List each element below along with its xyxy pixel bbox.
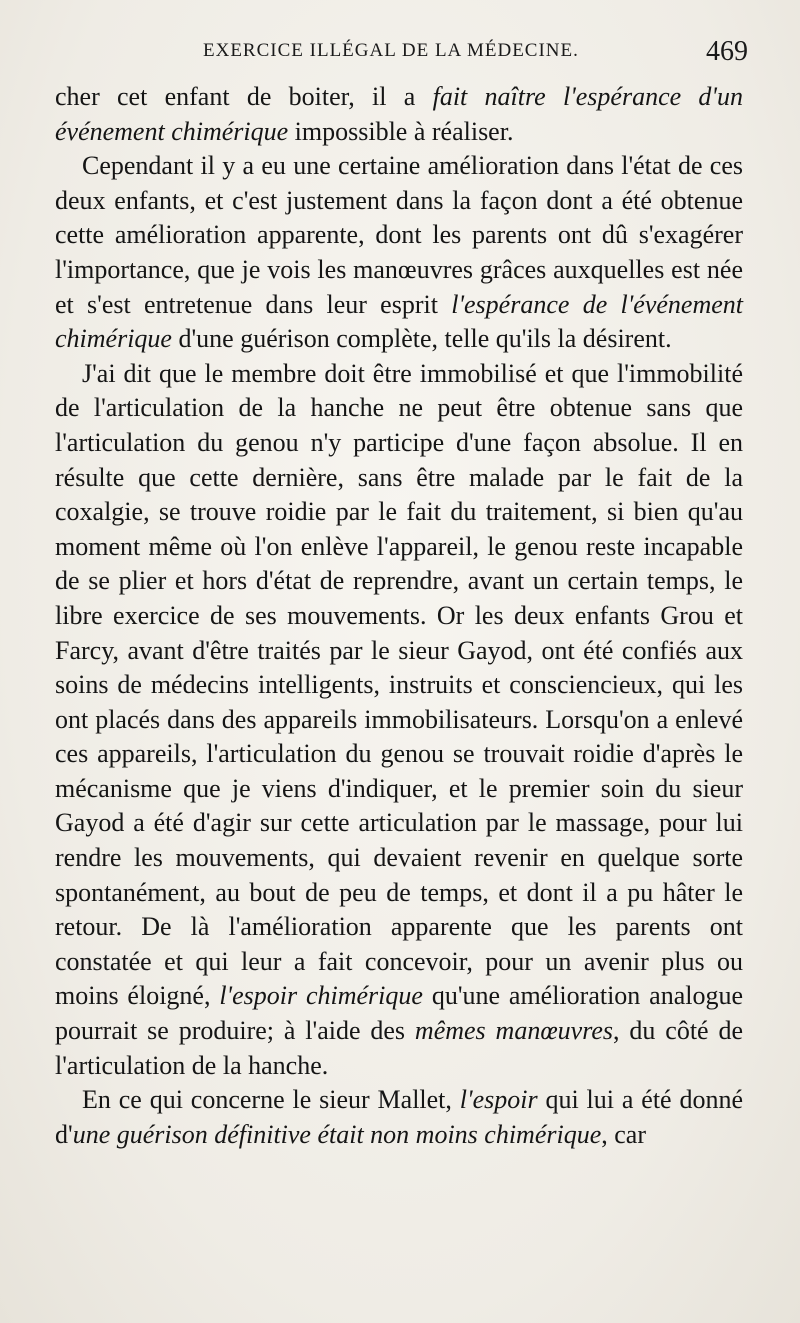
italic-text-run: l'espoir (459, 1085, 538, 1115)
paragraph (55, 80, 743, 149)
page-header (118, 36, 748, 76)
paragraph (55, 1083, 743, 1152)
italic-text-run: mêmes manœuvres (414, 1016, 614, 1046)
paragraph (55, 357, 743, 1083)
running-title: EXERCICE ILLÉGAL DE LA MÉDECINE. (203, 40, 579, 61)
text-run: J'ai dit que le membre doit être immobilisé et que l'immobilité de l'articulation de la hanche ne peut être obtenue sans que l'articulation du genou n'y participe d'une façon absolue. Il en résulte que cette dernière, sans être malade par le fait de la coxalgie, se trouve roidie par le fait du traitement, si bien qu'au moment même où l'on enlève l'appareil, le genou reste incapable de se plier et hors d'état de reprendre, avant un certain temps, le libre exercice de ses mouvements. Or les deux enfants Grou et Farcy, avant d'être traités par le sieur Gayod, ont été confiés aux soins de médecins intelligents, instruits et consciencieux, qui les ont placés dans des appareils immobilisateurs. Lorsqu'on a enlevé ces appareils, l'articulation du genou se trouvait roidie d'après le mécanisme que je viens d'indiquer, et le premier soin du sieur Gayod a été d'agir sur cette articulation par le massage, pour lui rendre les mouvements, qui devaient revenir en quelque sorte spontanément, au bout de peu de temps, et dont il a pu hâter le retour. De là l'amélioration apparente que les parents ont constatée et qui leur a fait concevoir, pour un avenir plus ou moins éloigné, (55, 358, 743, 1011)
paragraph (55, 149, 743, 357)
text-run: cher cet enfant de boiter, il a (55, 82, 433, 111)
text-run: , du côté de l'articulation de la hanche. (55, 1016, 743, 1080)
italic-text-run: fait naître l'espérance d'un événement chimérique (55, 82, 743, 146)
text-run: En ce qui concerne le sieur Mallet, (82, 1085, 460, 1115)
page-number: 469 (706, 36, 748, 67)
italic-text-run: l'espérance de l'événement chimérique (55, 289, 743, 354)
italic-text-run: l'espoir chimérique (219, 981, 423, 1011)
body-text (55, 80, 743, 1152)
text-run: qu'une amélioration analogue pourrait se produire; à l'aide des (55, 981, 744, 1046)
text-run: qui lui a été donné d' (55, 1085, 743, 1149)
text-run: , car (601, 1119, 647, 1149)
text-run: d'une guérison complète, telle qu'ils la désirent. (171, 324, 672, 354)
text-run: Cependant il y a eu une certaine amélioration dans l'état de ces deux enfants, et c'est justement dans la façon dont a été obtenue cette amélioration apparente, dont les parents ont dû s'exagérer l'importance, que je vois les manœuvres grâces auxquelles est née et s'est entretenue dans leur esprit (55, 151, 743, 319)
text-run: impossible à réaliser. (288, 116, 514, 146)
italic-text-run: une guérison définitive était non moins chimérique (72, 1119, 602, 1149)
